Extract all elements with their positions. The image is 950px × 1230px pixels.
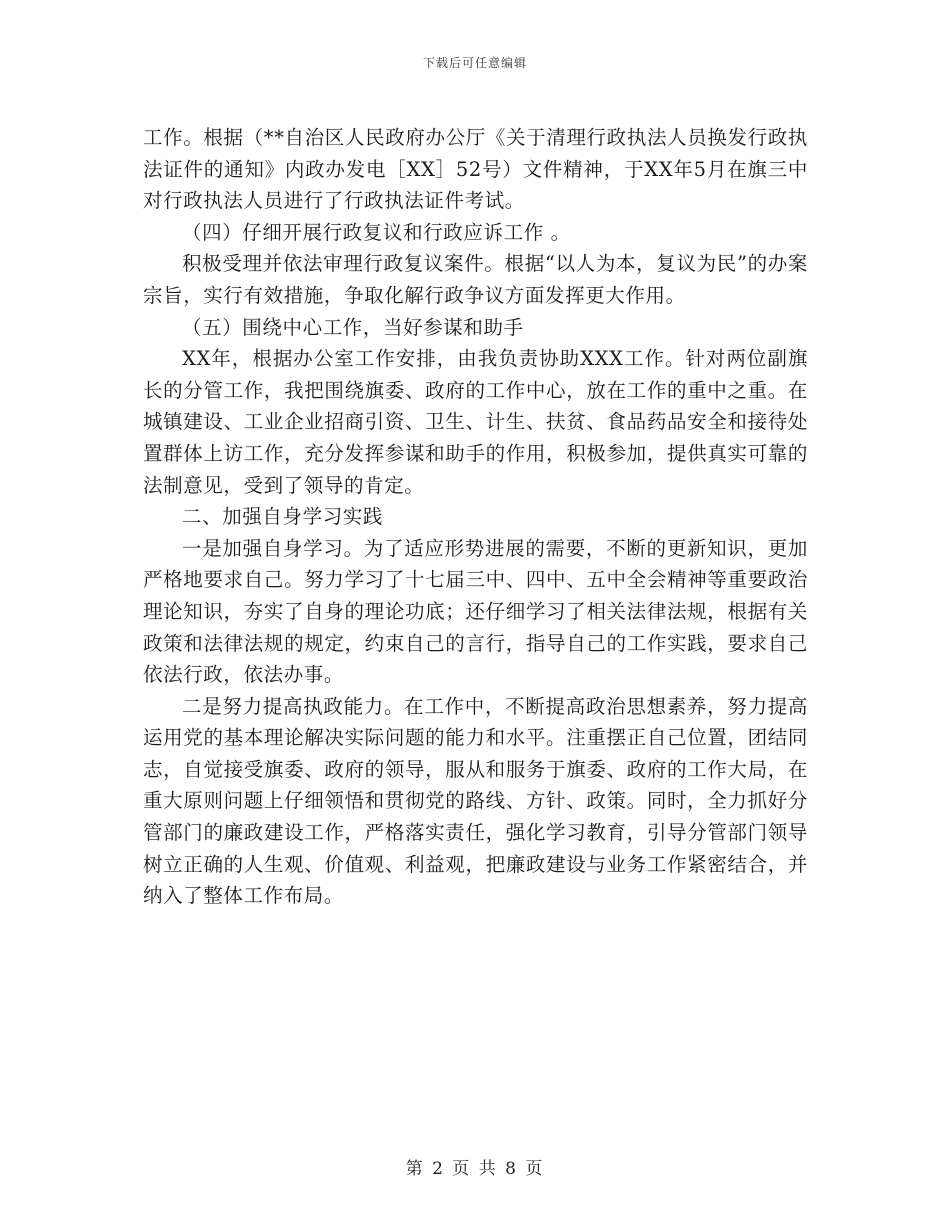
- page-header: 下载后可任意编辑: [422, 56, 527, 70]
- paragraph-governance-ability: 二是努力提高执政能力。在工作中，不断提高政治思想素养，努力提高运用党的基本理论解决实际问题的能力和水平。注重摆正自己位置，团结同志，自觉接受旗委、政府的领导，服从和服务于旗委、政府的工作大局，在重大原则问题上仔细领悟和贯彻党的路线、方针、政策。同时，全力抓好分管部门的廉政建设工作，严格落实责任，强化学习教育，引导分管部门领导树立正确的人生观、价值观、利益观，把廉政建设与业务工作紧密结合，并纳入了整体工作布局。: [143, 694, 808, 908]
- paragraph-admin-review: 积极受理并依法审理行政复议案件。根据“以人为本，复议为民”的办案宗旨，实行有效措施，争取化解行政争议方面发挥更大作用。: [143, 252, 808, 307]
- section-heading-5: （五）围绕中心工作，当好参谋和助手: [182, 315, 524, 339]
- page-number-footer: 第 2 页 共 8 页: [405, 1159, 545, 1179]
- paragraph-self-study: 一是加强自身学习。为了适应形势进展的需要，不断的更新知识，更加严格地要求自己。努力学习了十七届三中、四中、五中全会精神等重要政治理论知识，夯实了自身的理论功底；还仔细学习了相关法律法规，根据有关政策和法律法规的规定，约束自己的言行，指导自己的工作实践，要求自己依法行政，依法办事。: [143, 536, 808, 687]
- document-body: [143, 122, 808, 912]
- section-heading-4: （四）仔细开展行政复议和行政应诉工作 。: [182, 220, 571, 244]
- paragraph-continuation: 工作。根据（**自治区人民政府办公厅《关于清理行政执法人员换发行政执法证件的通知》内政办发电［XX］52号）文件精神，于XX年5月在旗三中对行政执法人员进行了行政执法证件考试。: [143, 126, 808, 213]
- section-heading-2: 二、加强自身学习实践: [182, 505, 384, 529]
- paragraph-central-work: XX年，根据办公室工作安排，由我负责协助XXX工作。针对两位副旗长的分管工作，我把围绕旗委、政府的工作中心，放在工作的重中之重。在城镇建设、工业企业招商引资、卫生、计生、扶贫、食品药品安全和接待处置群体上访工作，充分发挥参谋和助手的作用，积极参加，提供真实可靠的法制意见，受到了领导的肯定。: [143, 347, 808, 497]
